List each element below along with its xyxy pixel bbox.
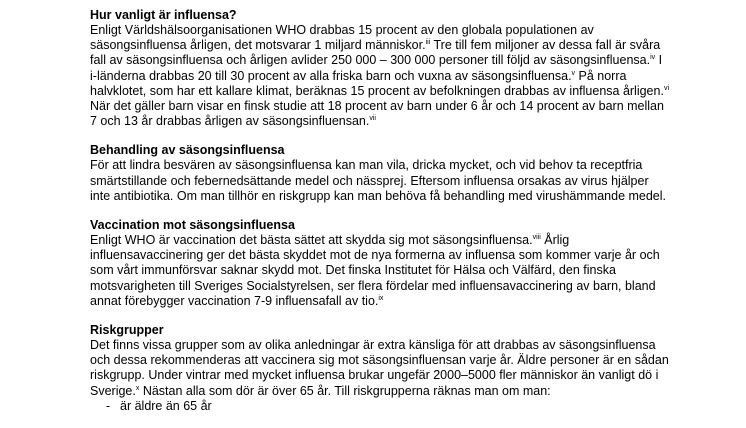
section-heading: Hur vanligt är influensa?: [90, 8, 237, 22]
section-heading: Behandling av säsongsinfluensa: [90, 143, 285, 158]
text-run: Tre till fem miljoner av dessa fall är svåra fall av säsongsinfluensa och årligen avlider 250 000 – 300 000 personer till följd av säsongsinfluensa.: [90, 38, 661, 68]
section-paragraph: [90, 338, 670, 399]
text-run: På norra halvklotet, som har ett kallare klimat, beräknas 15 procent av befolkningen drabbas av influensa årligen.: [90, 68, 664, 98]
section: [90, 8, 670, 129]
text-run: Enligt WHO är vaccination det bästa sättet att skydda sig mot säsongsinfluensa.: [90, 233, 533, 248]
text-run: Årlig influensavaccinering ger det bästa skyddet mot de nya formerna av influensa som kommer varje år och som vårt immunförsvar saknar skydd mot. Det finska Institutet för Hälsa och Välfärd, den finska motsvarigheten till Sveriges Socialstyrelsen, ser flera fördelar med influensavaccinering av barn, bland annat förebygger vaccination 7-9 influensafall av tio.: [90, 233, 660, 308]
section-paragraph: [90, 233, 670, 309]
footnote-reference: x: [135, 384, 140, 392]
text-run: Det finns vissa grupper som av olika anledningar är extra känsliga för att drabbas av säsongsinfluensa och dessa rekommenderas att vaccinera sig mot säsongsinfluensan varje år. Äldre personer är en sådan riskgrupp. Under vintrar med mycket influensa brukar ungefär 2000–5000 fler människor än vanligt dö i Sverige.: [90, 338, 669, 398]
text-run: Nästan alla som dör är över 65 år. Till riskgrupperna räknas man om man:: [139, 383, 551, 398]
section-paragraph: [90, 23, 670, 129]
section-paragraph: [90, 158, 670, 204]
section-heading: Vaccination mot säsongsinfluensa: [90, 218, 295, 233]
list-item: - är äldre än 65 år: [120, 399, 670, 414]
footnote-reference: iv: [650, 54, 656, 62]
section: [90, 143, 670, 204]
text-run: När det gäller barn visar en finsk studie att 18 procent av barn under 6 år och 14 procent av barn mellan 7 och 13 år drabbas årligen av säsongsinfluensan.: [90, 99, 664, 129]
text-run: I i-länderna drabbas 20 till 30 procent av alla friska barn och vuxna av säsongsinfluensa.: [90, 53, 663, 83]
footnote-reference: vi: [663, 84, 670, 92]
section: [90, 218, 670, 309]
risk-group-list: [90, 399, 670, 414]
footnote-reference: v: [571, 69, 576, 77]
document-page: [90, 8, 670, 428]
section-heading: Riskgrupper: [90, 323, 164, 338]
text-run: Enligt Världshälsoorganisationen WHO drabbas 15 procent av den globala populationen av säsongsinfluensa årligen, det motsvarar 1 miljard människor.: [90, 23, 594, 53]
footnote-reference: viii: [532, 233, 541, 241]
section: [90, 323, 670, 414]
footnote-reference: iii: [425, 39, 431, 47]
footnote-reference: ix: [378, 294, 384, 302]
text-run: För att lindra besvären av säsongsinfluensa kan man vila, dricka mycket, och vid behov ta receptfria smärtstillande och febernedsättande medel och nässprej. Eftersom influensa orsakas av virus hjälper inte antibiotika. Om man tillhör en riskgrupp kan man behöva få behandling med virushämmande medel.: [90, 158, 667, 203]
footnote-reference: vii: [369, 115, 376, 123]
